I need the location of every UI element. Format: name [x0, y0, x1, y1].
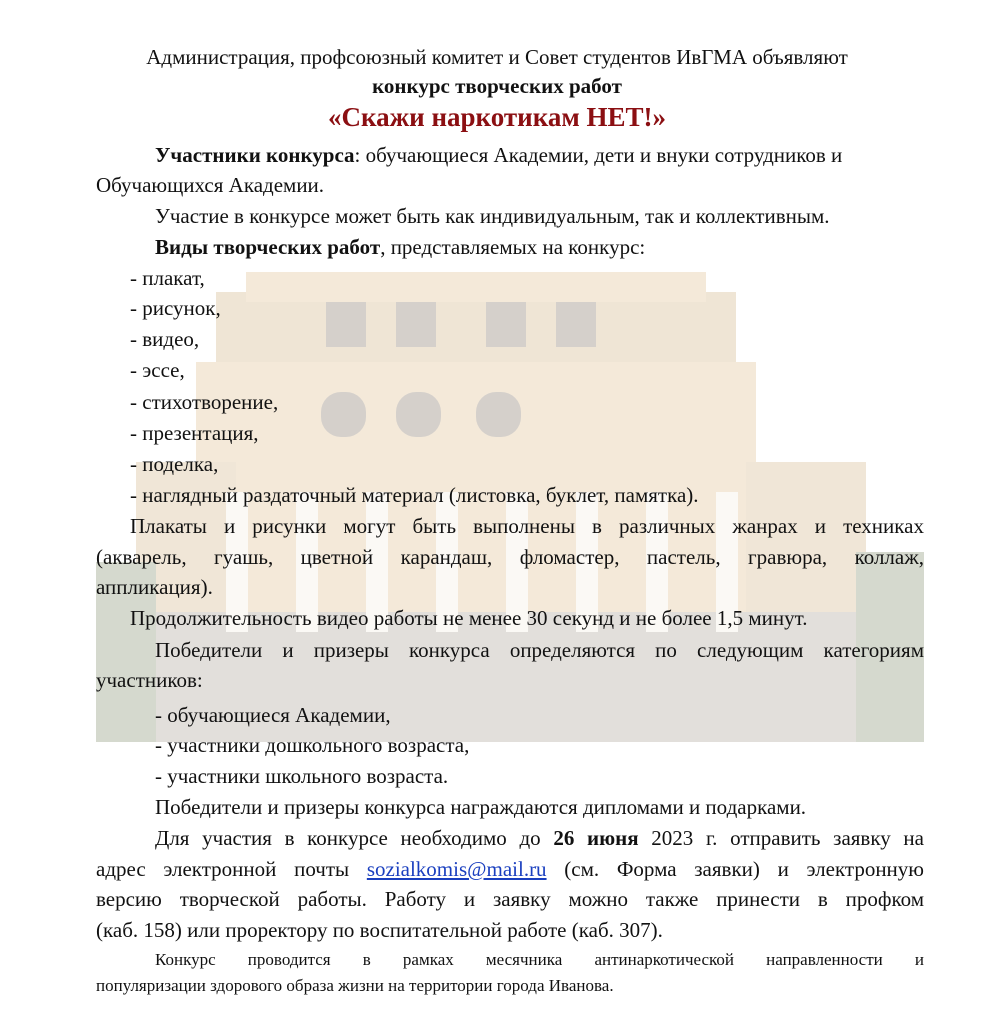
submission-paragraph-line2 [96, 857, 924, 881]
list-item: - эссе, [130, 358, 185, 382]
categories-paragraph-line2: участников: [96, 668, 203, 692]
footer-note-line2: популяризации здорового образа жизни на территории города Иванова. [96, 976, 614, 995]
list-item: - плакат, [130, 266, 205, 290]
participants-paragraph [155, 143, 842, 167]
list-item: - видео, [130, 327, 200, 351]
participants-text: : обучающиеся Академии, дети и внуки сотрудников и [354, 143, 843, 167]
techniques-paragraph: Плакаты и рисунки могут быть выполнены в различных жанрах и техниках [130, 514, 924, 538]
submission-text: 2023 г. отправить заявку на [638, 826, 924, 850]
work-types-label: Виды творческих работ [155, 235, 381, 259]
submission-text: (см. Форма заявки) и электронную [546, 857, 924, 881]
email-link[interactable]: sozialkomis@mail.ru [366, 857, 547, 881]
techniques-paragraph-line3: аппликация). [96, 575, 213, 599]
contest-slogan: «Скажи наркотикам НЕТ!» [327, 102, 667, 132]
list-item: - поделка, [130, 452, 219, 476]
submission-text: адрес электронной почты [96, 857, 367, 881]
work-types-paragraph [155, 235, 645, 259]
list-item: - участники школьного возраста. [155, 764, 449, 788]
submission-paragraph-line4: (каб. 158) или проректору по воспитательной работе (каб. 307). [96, 918, 663, 942]
deadline-date: 26 июня [553, 826, 639, 850]
categories-paragraph: Победители и призеры конкурса определяются по следующим категориям [155, 638, 924, 662]
list-item: - обучающиеся Академии, [155, 703, 391, 727]
work-types-text: , представляемых на конкурс: [380, 235, 646, 259]
list-item: - наглядный раздаточный материал (листовка, буклет, памятка). [130, 483, 699, 507]
participants-label: Участники конкурса [155, 143, 355, 167]
list-item: - рисунок, [130, 296, 221, 320]
list-item: - стихотворение, [130, 390, 279, 414]
awards-paragraph: Победители и призеры конкурса награждаются дипломами и подарками. [155, 795, 807, 819]
contest-subtitle: конкурс творческих работ [372, 74, 622, 98]
footer-note: Конкурс проводится в рамках месячника антинаркотической направленности и [155, 950, 924, 969]
submission-paragraph-line3: версию творческой работы. Работу и заявку можно также принести в профком [96, 887, 924, 911]
list-item: - презентация, [130, 421, 259, 445]
participants-text-continued: Обучающихся Академии. [96, 173, 325, 197]
submission-text: Для участия в конкурсе необходимо до [155, 826, 554, 850]
video-duration-paragraph: Продолжительность видео работы не менее 30 секунд и не более 1,5 минут. [130, 606, 808, 630]
list-item: - участники дошкольного возраста, [155, 733, 470, 757]
intro-line: Администрация, профсоюзный комитет и Совет студентов ИвГМА объявляют [146, 45, 848, 69]
participation-paragraph: Участие в конкурсе может быть как индивидуальным, так и коллективным. [155, 204, 830, 228]
techniques-paragraph-line2: (акварель, гуашь, цветной карандаш, фломастер, пастель, гравюра, коллаж, [96, 545, 924, 569]
submission-paragraph [155, 826, 924, 850]
